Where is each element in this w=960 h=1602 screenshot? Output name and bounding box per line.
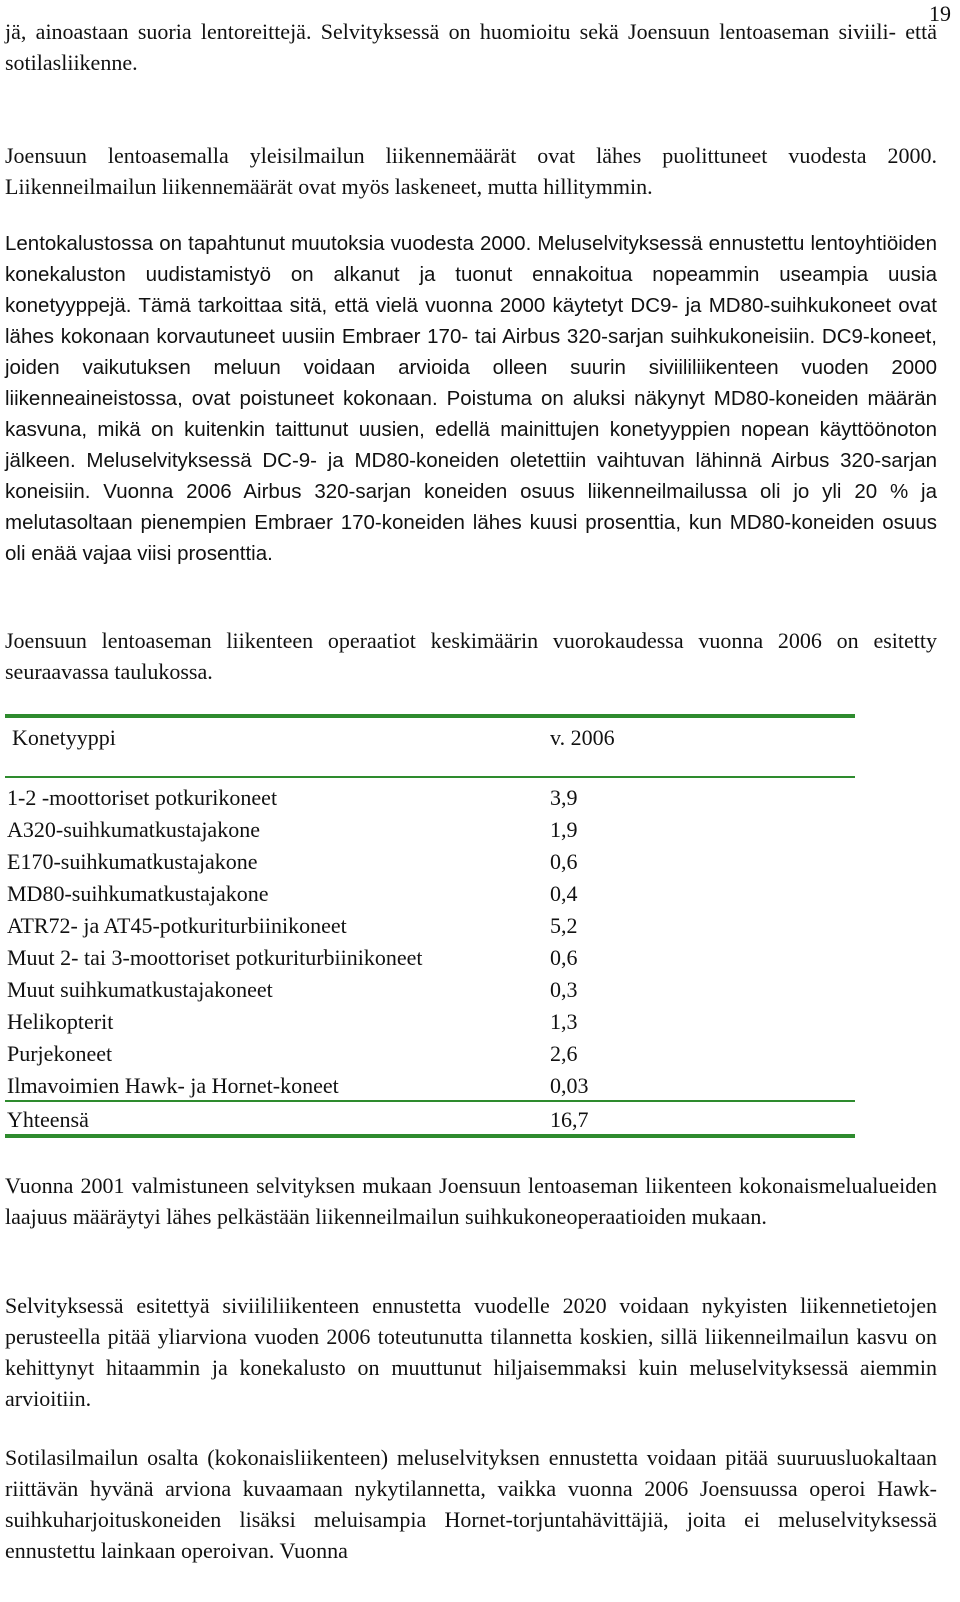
row-daily-ops: 0,6 — [550, 945, 578, 970]
table-bottom-rule — [5, 1134, 855, 1138]
table-row — [5, 782, 855, 814]
paragraph-table-intro: Joensuun lentoaseman liikenteen operaatiot keskimäärin vuorokaudessa vuonna 2006 on esitetty seuraavassa taulukossa. — [5, 628, 937, 684]
table-row — [5, 910, 855, 942]
total-label: Yhteensä — [7, 1107, 89, 1132]
row-daily-ops: 1,9 — [550, 817, 578, 842]
table-row — [5, 1070, 855, 1102]
paragraph-general-aviation: Joensuun lentoasemalla yleisilmailun liikennemäärät ovat lähes puolittuneet vuodesta 2000. Liikenneilmailun liikennemäärät ovat myös laskeneet, mutta hillitymmin. — [5, 143, 937, 199]
row-daily-ops: 1,3 — [550, 1009, 578, 1034]
row-daily-ops: 0,3 — [550, 977, 578, 1002]
table-header-rule — [5, 776, 855, 778]
row-aircraft-type: ATR72- ja AT45-potkuriturbiinikoneet — [7, 913, 347, 938]
total-value: 16,7 — [550, 1107, 589, 1132]
row-aircraft-type: Helikopterit — [7, 1009, 114, 1034]
table-row — [5, 878, 855, 910]
row-aircraft-type: E170-suihkumatkustajakone — [7, 849, 258, 874]
row-aircraft-type: A320-suihkumatkustajakone — [7, 817, 260, 842]
header-aircraft-type: Konetyyppi — [12, 725, 116, 750]
row-daily-ops: 5,2 — [550, 913, 578, 938]
row-aircraft-type: Muut suihkumatkustajakoneet — [7, 977, 273, 1002]
paragraph-military-aviation: Sotilasilmailun osalta (kokonaisliikenteen) meluselvityksen ennustetta voidaan pitää suuruusluokaltaan riittävän hyvänä arviona kuvaamaan nykytilannetta, vaikka vuonna 2006 Joensuussa operoi Hawk-suihkuharjoituskoneiden lisäksi meluisampia Hornet-torjuntahävittäjiä, joita ei meluselvityksessä ennustettu lainkaan operoivan. Vuonna — [5, 1445, 937, 1563]
paragraph-intro: jä, ainoastaan suoria lentoreittejä. Selvityksessä on huomioitu sekä Joensuun lentoaseman siviili- että sotilasliikenne. — [5, 19, 937, 75]
table-row — [5, 974, 855, 1006]
table-total-rule — [5, 1100, 855, 1102]
row-daily-ops: 0,4 — [550, 881, 578, 906]
table-header-row — [5, 722, 855, 754]
row-aircraft-type: MD80-suihkumatkustajakone — [7, 881, 269, 906]
paragraph-2020-forecast: Selvityksessä esitettyä siviililiikenteen ennustetta vuodelle 2020 voidaan nykyisten liikennetietojen perusteella pitää yliarviona vuoden 2006 toteutunutta tilannetta koskien, sillä liikenneilmailun kasvu on kehittynyt hitaammin ja konekalusto on muuttunut hiljaisemmaksi kuin meluselvityksessä aiemmin arvioitiin. — [5, 1293, 937, 1411]
table-total-row — [5, 1104, 855, 1136]
table-row — [5, 814, 855, 846]
page-number: 19 — [929, 1, 951, 26]
table-row — [5, 846, 855, 878]
table-row — [5, 1006, 855, 1038]
row-daily-ops: 0,6 — [550, 849, 578, 874]
table-row — [5, 1038, 855, 1070]
row-aircraft-type: Purjekoneet — [7, 1041, 113, 1066]
row-daily-ops: 3,9 — [550, 785, 578, 810]
paragraph-2001-study: Vuonna 2001 valmistuneen selvityksen mukaan Joensuun lentoaseman liikenteen kokonaismelualueiden laajuus määräytyi lähes pelkästään liikenneilmailun suihkukoneoperaatioiden mukaan. — [5, 1173, 937, 1229]
row-aircraft-type: Muut 2- tai 3-moottoriset potkuriturbiinikoneet — [7, 945, 423, 970]
row-aircraft-type: Ilmavoimien Hawk- ja Hornet-koneet — [7, 1073, 339, 1098]
row-daily-ops: 0,03 — [550, 1073, 589, 1098]
row-daily-ops: 2,6 — [550, 1041, 578, 1066]
header-year: v. 2006 — [550, 725, 615, 750]
table-row — [5, 942, 855, 974]
table-top-rule — [5, 714, 855, 718]
row-aircraft-type: 1-2 -moottoriset potkurikoneet — [7, 785, 278, 810]
paragraph-fleet-changes: Lentokalustossa on tapahtunut muutoksia vuodesta 2000. Meluselvityksessä ennustettu lentoyhtiöiden konekaluston uudistamistyö on alkanut ja tuonut ennakoitua nopeammin useampia uusia konetyyppejä. Tämä tarkoittaa sitä, että vielä vuonna 2000 käytetyt DC9- ja MD80-suihkukoneet ovat lähes kokonaan korvautuneet uusiin Embraer 170- tai Airbus 320-sarjan suihkukoneisiin. DC9-koneet, joiden vaikutuksen meluun voidaan arvioida olleen suurin siviililiikenteen vuoden 2000 liikenneaineistossa, ovat poistuneet kokonaan. Poistuma on aluksi näkynyt MD80-koneiden määrän kasvuna, mikä on kuitenkin taittunut uusien, edellä mainittujen konetyyppien nopean käyttöönoton jälkeen. Meluselvityksessä DC-9- ja MD80-koneiden oletettiin vaihtuvan lähinnä Airbus 320-sarjan koneisiin. Vuonna 2006 Airbus 320-sarjan koneiden osuus liikenneilmailussa oli jo yli 20 % ja melutasoltaan pienempien Embraer 170-koneiden lähes kuusi prosenttia, kun MD80-koneiden osuus oli enää vajaa viisi prosenttia. — [5, 232, 937, 565]
